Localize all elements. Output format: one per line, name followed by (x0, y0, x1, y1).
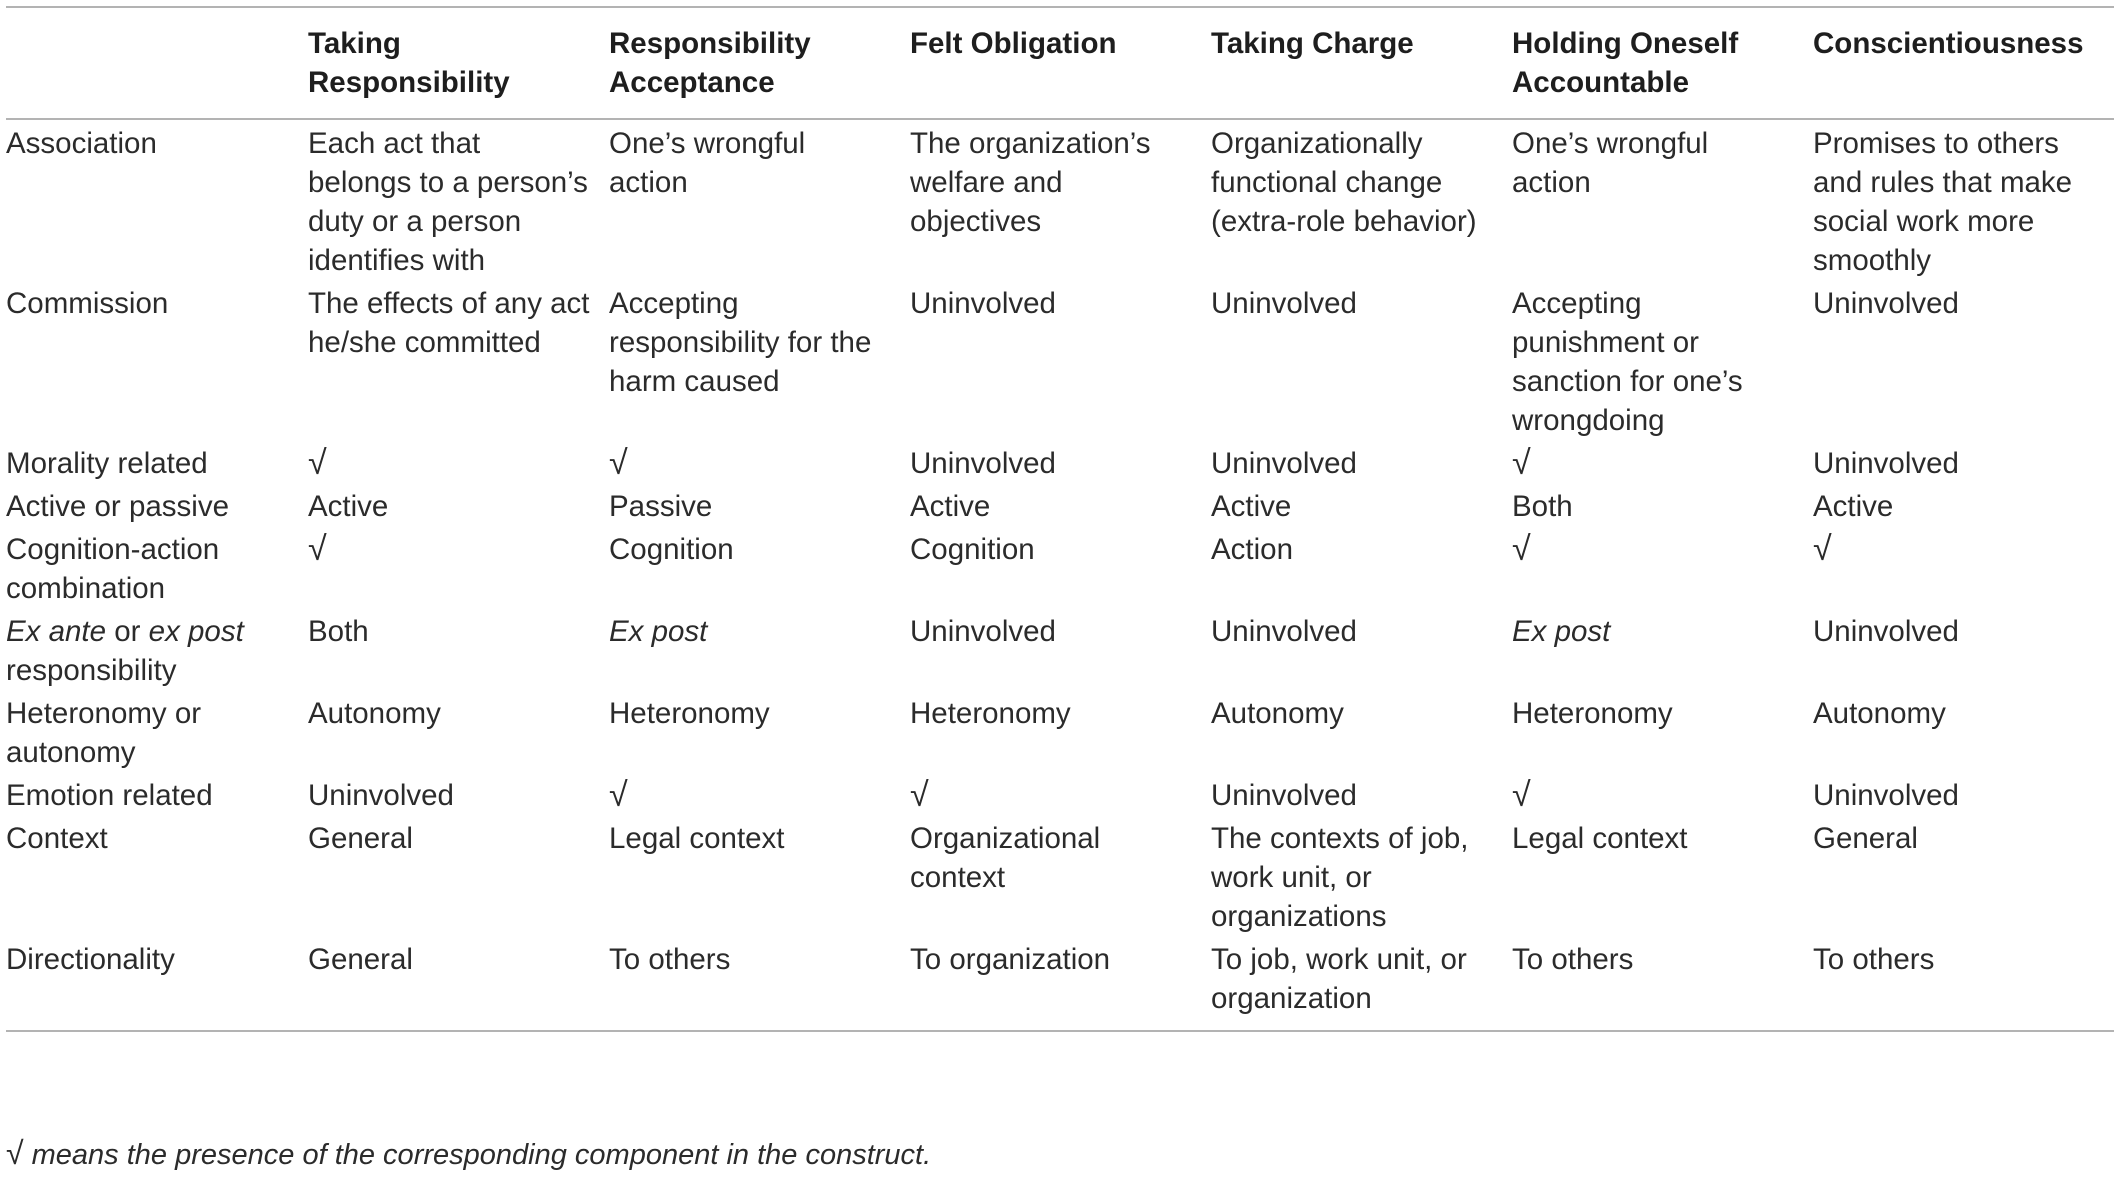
table-cell: Organizationally functional change (extra-role behavior) (1211, 127, 1477, 238)
header-conscientiousness: Conscientiousness (1813, 7, 2114, 119)
table-cell: Autonomy (1813, 697, 1946, 730)
table-cell: The organization’s welfare and objectives (910, 127, 1151, 238)
table-cell: Cognition (609, 533, 734, 566)
table-cell: To others (1512, 936, 1813, 1031)
table-cell: One’s wrongful action (1512, 127, 1709, 199)
header-felt-obligation: Felt Obligation (910, 7, 1211, 119)
table-cell: Organizational context (910, 822, 1101, 894)
table-cell: Each act that belongs to a person’s duty or a person identifies with (308, 127, 588, 277)
table-cell: Active (910, 490, 991, 523)
construct-comparison-table (6, 6, 2114, 1032)
table-cell: Heteronomy (609, 697, 770, 730)
table-cell: Uninvolved (1211, 287, 1357, 320)
table-cell: General (308, 822, 413, 855)
table-cell: Active (308, 490, 389, 523)
table-cell: Legal context (1512, 822, 1688, 855)
row-label: Commission (6, 287, 169, 320)
table-cell: Legal context (609, 822, 785, 855)
row-label-responsibility: responsibility (6, 654, 177, 687)
table-cell: Uninvolved (910, 615, 1056, 648)
table-cell: Active (1211, 490, 1292, 523)
table-row-morality-related (6, 440, 2114, 483)
table-cell: Uninvolved (1813, 779, 1959, 812)
check-mark-symbol: √ (6, 1135, 24, 1171)
header-holding-oneself-accountable: Holding Oneself Accountable (1512, 7, 1813, 119)
table-cell: Heteronomy (1512, 697, 1673, 730)
header-row (6, 7, 2114, 119)
table-cell: Accepting punishment or sanction for one’s wrongdoing (1512, 287, 1743, 437)
table-cell: Uninvolved (1813, 287, 1959, 320)
row-label-italic-ex-post: ex post (148, 615, 244, 648)
table-cell: Heteronomy (910, 697, 1071, 730)
table-row-context (6, 815, 2114, 936)
table-cell: Active (1813, 490, 1894, 523)
table-cell: Uninvolved (1211, 779, 1357, 812)
table-cell: Both (308, 615, 369, 648)
row-label: Morality related (6, 447, 208, 480)
table-cell: Both (1512, 490, 1573, 523)
table-cell: Uninvolved (1211, 615, 1357, 648)
table-cell: Uninvolved (308, 779, 454, 812)
table-cell: To job, work unit, or organization (1211, 936, 1512, 1031)
check-mark: √ (1512, 776, 1531, 814)
table-cell-italic: Ex post (1512, 615, 1611, 648)
table-row-commission (6, 280, 2114, 440)
table-row-directionality (6, 936, 2114, 1031)
check-mark: √ (1512, 444, 1531, 482)
row-label: Context (6, 822, 108, 855)
check-mark: √ (609, 444, 628, 482)
header-taking-charge: Taking Charge (1211, 7, 1512, 119)
table-cell: Uninvolved (910, 287, 1056, 320)
table-cell: Uninvolved (1211, 447, 1357, 480)
row-label (6, 608, 308, 690)
table-cell: Promises to others and rules that make social work more smoothly (1813, 127, 2073, 277)
row-label: Active or passive (6, 490, 229, 523)
check-mark: √ (308, 530, 327, 568)
table-cell: Autonomy (308, 697, 441, 730)
table-cell: To organization (910, 936, 1211, 1031)
table-row-association (6, 119, 2114, 280)
table-row-emotion-related (6, 772, 2114, 815)
table-row-cognition-action (6, 526, 2114, 608)
row-label-or: or (106, 615, 149, 648)
table-cell: Accepting responsibility for the harm caused (609, 287, 872, 398)
table-cell: Autonomy (1211, 697, 1344, 730)
table-footnote (6, 1135, 931, 1173)
check-mark: √ (1813, 530, 1832, 568)
table-row-active-or-passive (6, 483, 2114, 526)
table-cell-italic: Ex post (609, 615, 708, 648)
row-label: Emotion related (6, 779, 213, 812)
table-cell: Uninvolved (1813, 615, 1959, 648)
check-mark: √ (910, 776, 929, 814)
row-label: Directionality (6, 936, 308, 1031)
table-cell: To others (1813, 936, 2114, 1031)
row-label: Association (6, 127, 157, 160)
table-cell: Cognition (910, 533, 1035, 566)
check-mark: √ (1512, 530, 1531, 568)
table-cell: Uninvolved (1813, 447, 1959, 480)
table-cell: The effects of any act he/she committed (308, 287, 590, 359)
table-row-heteronomy-autonomy (6, 690, 2114, 772)
table-cell: Passive (609, 490, 713, 523)
table-cell: General (1813, 822, 1918, 855)
row-label: Heteronomy or autonomy (6, 697, 202, 769)
header-taking-responsibility: Taking Responsibility (308, 7, 609, 119)
check-mark: √ (609, 776, 628, 814)
row-label-italic-ex-ante: Ex ante (6, 615, 107, 648)
check-mark: √ (308, 444, 327, 482)
table-row-ex-ante-ex-post (6, 608, 2114, 690)
header-responsibility-acceptance: Responsibility Acceptance (609, 7, 910, 119)
header-cell-blank (6, 7, 308, 119)
table-cell: One’s wrongful action (609, 127, 806, 199)
table-cell: The contexts of job, work unit, or organizations (1211, 822, 1469, 933)
row-label: Cognition-action combination (6, 533, 220, 605)
table-cell: General (308, 936, 609, 1031)
table-cell: Action (1211, 533, 1293, 566)
table-cell: Uninvolved (910, 447, 1056, 480)
table-cell: To others (609, 936, 910, 1031)
footnote-text: means the presence of the corresponding component in the construct. (23, 1139, 932, 1171)
